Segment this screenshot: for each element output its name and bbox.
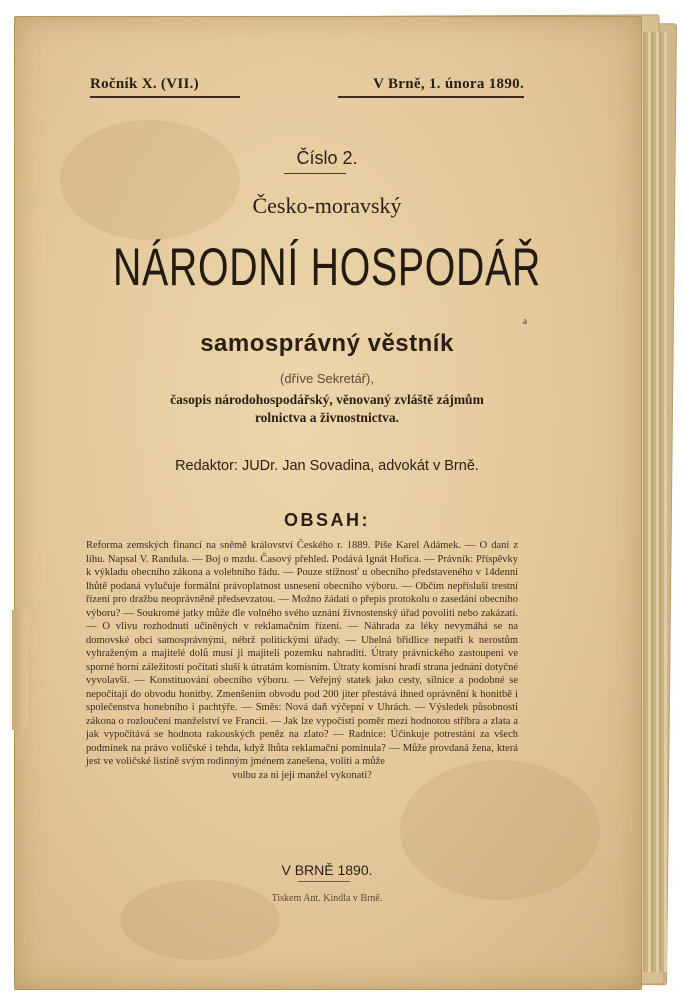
editor: Redaktor: JUDr. Jan Sovadina, advokát v Brně. bbox=[175, 458, 479, 474]
imprint-underline bbox=[298, 881, 350, 882]
header-rule bbox=[338, 96, 524, 98]
issue-underline bbox=[284, 173, 346, 174]
place-date: V Brně, 1. února 1890. bbox=[373, 76, 524, 92]
volume-label: Ročník X. (VII.) bbox=[90, 76, 199, 92]
imprint-city: V BRNĚ 1890. bbox=[281, 862, 373, 878]
subtitle: Česko-moravský bbox=[252, 193, 402, 218]
contents-last-line: volbu za ni její manžel vykonati? bbox=[232, 769, 372, 781]
contents-heading: OBSAH: bbox=[284, 510, 370, 530]
issue-number: Číslo 2. bbox=[296, 148, 358, 168]
stain bbox=[60, 120, 240, 240]
contents-text: Reforma zemských financí na sněmě království Českého r. 1889. Píše Karel Adámek. — O dani z lihu. Napsal V. Randula. — Boj o mzdu. Časový přehled. Podává Ignát Hořica. — Právník: Příspěvky k výkladu obecního zákona a volebního řádu. — Pouze stížnosť u obecního představeného v 14denní lhůtě podaná vylučuje formální právoplatnost usnesení obecního výboru. — Občím nepřísluší trestní řízení pro dražbu neoprávněně předsevzatou. — Možno žádati o přepis protokolu o zasedání obecního výboru? — Soukromé jatky může dle volného svého uznání živnostenský úřad povoliti nebo zakázati. — O vlivu rozhodnutí učiněných v reklamačním řízení. — Náhrada za léky nevymáhá se na domovské obci samosprávnými, nébrž politickými úřady. — Uhelná břidlice nepatří k nerostům vyhraženým a majitelé dolů musí ji majiteli pozemku nahraditi. Útraty právnického zastoupení ve sporné horní záležitosti počítati sluší k útratám komisním. Útraty komisní hradí strana jednání dotyčné vyvolavší. — Konstituování obecního výboru. — Veřejný statek jako cesty, silnice a podobné se nepočítají do obvodu honitby. Zmenšením obvodu pod 200 jiter přestává ihned oprávnění k honitbě i společenstva honebního i pachtýře. — Směs: Nová daň výčepní v Uhrách. — Výsledek působnosti zákona o rozloučení manželství ve Francii. — Jak lze vypočísti poměr mezi hodnotou stříbra a zlata a jak vypočítává se hodnota rakouských peněz na zlato? — Radnice: Účinkuje potrestání za všech podmínek na právo voličské i tehda, když lhůta reklamační pominula? — Může provdaná žena, která jest ve voličské listině svým rodinným jménem zanešena, voliti a může bbox=[86, 540, 518, 767]
description-line-1: časopis národohospodářský, věnovaný zvláště zájmům bbox=[170, 392, 484, 407]
conjunction: a bbox=[523, 316, 527, 326]
former-name: (dříve Sekretář), bbox=[280, 371, 374, 386]
printer: Tiskem Ant. Kindla v Brně. bbox=[271, 893, 383, 904]
description-line-2: rolnictva a živnostnictva. bbox=[254, 410, 400, 425]
main-title: NÁRODNÍ HOSPODÁŘ bbox=[112, 238, 542, 297]
contents-body bbox=[86, 539, 518, 782]
second-title: samosprávný věstník bbox=[200, 330, 454, 357]
header-rule bbox=[90, 96, 240, 98]
torn-edge bbox=[12, 610, 28, 730]
stain bbox=[120, 880, 280, 960]
